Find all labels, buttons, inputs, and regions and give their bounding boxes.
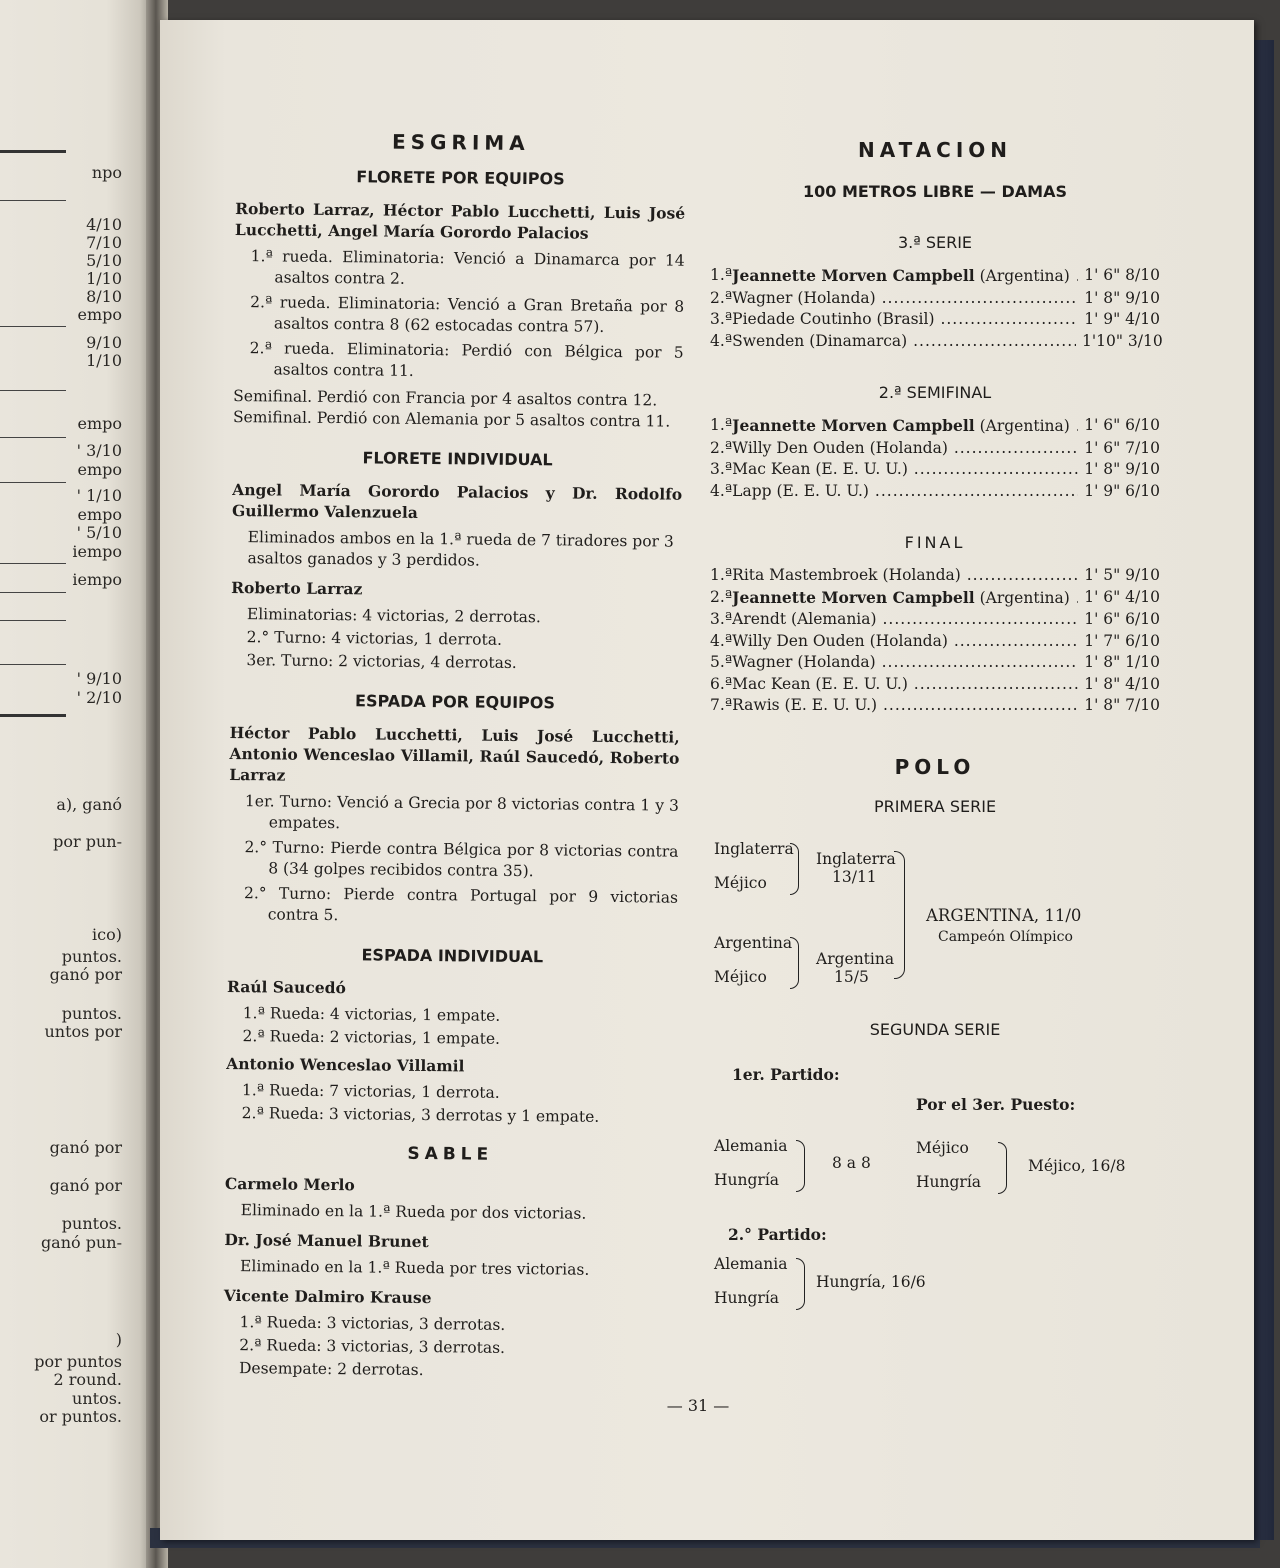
previous-page-fragment: untos por: [44, 1022, 122, 1041]
result-line: 2.° Turno: 4 victorias, 1 derrota.: [246, 628, 503, 649]
result-row: [710, 265, 1160, 288]
swimmer-name: Piedade Coutinho: [732, 310, 872, 328]
espada-equipos-title: ESPADA POR EQUIPOS: [354, 691, 556, 713]
match-score: 8 a 8: [832, 1153, 871, 1172]
previous-page-fragment: ' 1/10: [76, 486, 122, 505]
swimmer: [732, 265, 1078, 288]
table-rule: [0, 150, 66, 153]
semifinal-results: [710, 415, 1160, 502]
swimmer: [732, 481, 1078, 503]
result-line: Eliminado en la 1.ª Rueda por tres victorias.: [240, 1257, 590, 1279]
swimmer-country: (Alemania): [791, 610, 877, 628]
swimmer-name: Willy Den Ouden: [732, 631, 865, 650]
previous-page-fragment: untos.: [72, 1389, 122, 1408]
bracket-brace: [790, 843, 799, 895]
swimmer: [732, 695, 1078, 717]
semifinal-score: 15/5: [834, 967, 869, 986]
team: Hungría: [714, 1170, 780, 1189]
swimmer-name: Rawis: [732, 696, 780, 714]
semifinal-line: Semifinal. Perdió con Francia por 4 asaltos contra 12.: [233, 386, 658, 410]
fencer-name: Carmelo Merlo: [224, 1173, 355, 1195]
previous-page-fragment: ' 2/10: [76, 688, 122, 707]
match-result: Méjico, 16/8: [1028, 1156, 1126, 1175]
result-line: 1.ª rueda. Eliminatoria: Venció a Dinamarca por 14 asaltos contra 2.: [250, 247, 685, 288]
place: 4.ª: [710, 631, 733, 650]
swimmer-name: Rita Mastembroek: [732, 566, 878, 584]
serie-results: [710, 265, 1163, 352]
sable-title: SABLE: [407, 1143, 494, 1165]
semifinal-score: 13/11: [832, 867, 877, 886]
result-row: [710, 309, 1160, 331]
swim-time: 1' 9" 6/10: [1084, 481, 1160, 500]
place: 7.ª: [710, 696, 733, 714]
previous-page-fragment: ganó pun-: [40, 1233, 122, 1252]
semifinal-title: 2.ª SEMIFINAL: [878, 383, 992, 402]
espada-equipos-names: Héctor Pablo Lucchetti, Luis José Lucchetti, Antonio Wenceslao Villamil, Raúl Saucedó, Roberto Larraz: [229, 722, 680, 785]
fencer-name: Dr. José Manuel Brunet: [224, 1229, 429, 1252]
result-row: [710, 415, 1160, 438]
swimmer: [732, 609, 1078, 631]
swimmer-name: Arendt: [732, 610, 787, 628]
table-rule: [0, 482, 66, 483]
bracket-brace: [796, 1258, 805, 1310]
previous-page-fragment: por pun-: [53, 832, 122, 851]
result-row: [710, 481, 1160, 503]
champion: ARGENTINA, 11/0: [926, 905, 1082, 925]
swimmer-country: (Holanda): [869, 631, 948, 650]
swim-time: 1' 6" 6/10: [1084, 416, 1160, 434]
florete-individual-names: Angel María Gorordo Palacios y Dr. Rodolfo Guillermo Valenzuela: [231, 479, 683, 522]
florete-equipos-title: FLORETE POR EQUIPOS: [356, 167, 565, 189]
table-rule: [0, 437, 66, 438]
previous-page-fragment: puntos.: [61, 947, 122, 966]
match-label: 1er. Partido:: [732, 1064, 840, 1084]
previous-page-fragment: ganó por: [49, 965, 122, 984]
place: 3.ª: [710, 610, 733, 628]
swimmer-country: (E. E. U. U.): [815, 460, 908, 478]
swimmer: [732, 587, 1078, 610]
table-rule: [0, 200, 66, 201]
previous-page-fragment: 8/10: [86, 287, 122, 306]
swimmer: [732, 565, 1078, 587]
result-row: [710, 652, 1160, 674]
esgrima-column: [223, 130, 686, 1386]
primera-serie-title: PRIMERA SERIE: [873, 796, 997, 816]
result-line: Desempate: 2 derrotas.: [238, 1359, 424, 1380]
previous-page-edge: [0, 0, 152, 1568]
table-rule: [0, 390, 66, 391]
table-rule: [0, 592, 66, 593]
result-line: 3er. Turno: 2 victorias, 4 derrotas.: [246, 651, 517, 672]
previous-page-fragment: 1/10: [86, 269, 122, 288]
swimmer-name: Jeannette Morven Campbell: [732, 266, 975, 285]
swim-time: 1'10" 3/10: [1082, 331, 1163, 350]
espada-individual-title: ESPADA INDIVIDUAL: [361, 945, 544, 967]
florete-equipos-names: Roberto Larraz, Héctor Pablo Lucchetti, Luis José Lucchetti, Angel María Gorordo Palacios: [234, 198, 686, 243]
result-row: [710, 565, 1160, 587]
team: Méjico: [714, 967, 767, 986]
previous-page-fragment: npo: [91, 163, 122, 182]
result-line: Eliminado en la 1.ª Rueda por dos victorias.: [240, 1201, 587, 1223]
swimmer: [732, 438, 1078, 460]
bracket-brace: [796, 1140, 805, 1192]
swimmer: [732, 652, 1078, 674]
swim-time: 1' 6" 4/10: [1084, 587, 1160, 606]
semifinal-line: Semifinal. Perdió con Alemania por 5 asaltos contra 11.: [232, 407, 671, 431]
swimmer-country: (Argentina): [979, 588, 1070, 607]
result-row: [710, 695, 1160, 717]
swim-time: 1' 8" 7/10: [1084, 696, 1160, 714]
swim-time: 1' 5" 9/10: [1084, 566, 1160, 584]
previous-page-fragment: iempo: [72, 542, 122, 561]
page-number: — 31 —: [666, 1396, 730, 1415]
previous-page-fragment: 5/10: [86, 251, 122, 270]
polo-title: POLO: [894, 754, 976, 779]
result-row: [710, 609, 1160, 631]
place: 2.ª: [710, 587, 733, 606]
previous-page-fragment: ' 3/10: [76, 441, 122, 460]
final-title: FINAL: [904, 533, 966, 552]
team: Méjico: [714, 873, 767, 892]
match-result: Hungría, 16/6: [816, 1272, 926, 1291]
previous-page-fragment: por puntos: [34, 1352, 122, 1371]
table-rule: [0, 714, 66, 717]
result-row: [710, 587, 1160, 610]
swimmer-country: (Holanda): [869, 438, 948, 457]
swimmer-name: Swenden: [732, 331, 805, 350]
swim-time: 1' 8" 9/10: [1084, 460, 1160, 478]
swimmer: [732, 631, 1078, 653]
previous-page-fragment: 7/10: [86, 233, 122, 252]
swim-time: 1' 6" 6/10: [1084, 610, 1160, 628]
team: Alemania: [714, 1136, 788, 1155]
previous-page-fragment: ): [115, 1330, 122, 1349]
previous-page-fragment: empo: [77, 505, 122, 524]
swimmer-name: Willy Den Ouden: [732, 438, 865, 457]
swimmer-country: (E. E. U. U.): [784, 696, 878, 714]
place: 1.ª: [710, 266, 733, 284]
segunda-serie-bracket: [710, 1052, 1160, 1332]
swimmer: [732, 459, 1078, 481]
swimmer-country: (Holanda): [797, 653, 876, 671]
bracket-brace: [790, 937, 799, 989]
swimmer: [732, 288, 1078, 310]
swim-time: 1' 9" 4/10: [1084, 310, 1160, 328]
swimmer-name: Wagner: [732, 288, 793, 307]
result-row: [710, 331, 1163, 353]
result-line: 2.ª Rueda: 2 victorias, 1 empate.: [242, 1027, 501, 1048]
previous-page-fragment: puntos.: [61, 1214, 122, 1233]
result-row: [710, 674, 1160, 696]
team: Méjico: [916, 1138, 969, 1157]
result-line: 1er. Turno: Venció a Grecia por 8 victorias contra 1 y 3 empates.: [244, 792, 680, 833]
swimmer-name: Mac Kean: [732, 460, 811, 478]
team: Alemania: [714, 1254, 788, 1273]
third-place-label: Por el 3er. Puesto:: [916, 1094, 1076, 1114]
swim-time: 1' 8" 1/10: [1084, 653, 1160, 671]
previous-page-fragment: 9/10: [86, 333, 122, 352]
swimmer: [732, 331, 1076, 353]
swim-time: 1' 8" 4/10: [1084, 674, 1160, 693]
place: 4.ª: [710, 481, 733, 500]
florete-individual-title: FLORETE INDIVIDUAL: [362, 448, 553, 470]
swimmer-country: (Argentina): [979, 417, 1070, 435]
segunda-serie-title: SEGUNDA SERIE: [869, 1019, 1001, 1039]
previous-page-fragment: 1/10: [86, 351, 122, 370]
swim-time: 1' 8" 9/10: [1084, 288, 1160, 307]
swimmer: [732, 309, 1078, 331]
place: 3.ª: [710, 310, 733, 328]
swimmer-name: Wagner: [732, 653, 793, 671]
natacion-event: 100 METROS LIBRE — DAMAS: [803, 182, 1067, 201]
swimmer-name: Jeannette Morven Campbell: [732, 416, 975, 435]
team: Hungría: [714, 1288, 780, 1307]
place: 2.ª: [710, 438, 733, 457]
team: Argentina: [714, 933, 793, 952]
swimmer-country: (E. E. U. U.): [815, 674, 908, 693]
swimmer-country: (E. E. U. U.): [776, 481, 869, 500]
result-row: [710, 438, 1160, 460]
previous-page-fragment: puntos.: [61, 1004, 122, 1023]
result-line: 2.° Turno: Pierde contra Portugal por 9 victorias contra 5.: [243, 884, 679, 925]
swimmer-name: Jeannette Morven Campbell: [732, 587, 975, 607]
previous-page-fragment: ganó por: [49, 1138, 122, 1157]
match-label: 2.° Partido:: [728, 1224, 827, 1244]
fencer-name: Antonio Wenceslao Villamil: [226, 1053, 465, 1076]
primera-serie-bracket: [710, 829, 1160, 991]
semifinal-winner: Argentina: [816, 949, 895, 968]
result-line: 2.ª Rueda: 3 victorias, 3 derrotas y 1 empate.: [241, 1104, 600, 1126]
previous-page-fragment: ganó por: [49, 1176, 122, 1195]
swimmer-name: Lapp: [732, 481, 772, 500]
result-line: 1.ª Rueda: 3 victorias, 3 derrotas.: [239, 1313, 506, 1334]
place: 1.ª: [710, 416, 733, 434]
team: Inglaterra: [714, 839, 794, 858]
previous-page-fragment: or puntos.: [39, 1407, 122, 1426]
result-line: 2.ª rueda. Eliminatoria: Perdió con Bélgica por 5 asaltos contra 11.: [249, 339, 684, 380]
semifinal-winner: Inglaterra: [816, 849, 896, 868]
previous-page-fragment: 2 round.: [53, 1370, 122, 1389]
fencer-name: Roberto Larraz: [231, 577, 363, 599]
result-line: 1.ª Rueda: 4 victorias, 1 empate.: [242, 1004, 501, 1025]
swim-time: 1' 6" 7/10: [1084, 438, 1160, 457]
esgrima-title: ESGRIMA: [391, 129, 530, 156]
swimmer: [732, 674, 1078, 696]
team: Hungría: [916, 1172, 982, 1191]
previous-page-fragment: ico): [92, 925, 122, 944]
place: 5.ª: [710, 653, 733, 671]
swimmer-country: (Holanda): [882, 566, 961, 584]
previous-page-fragment: empo: [77, 305, 122, 324]
swimmer-country: (Dinamarca): [809, 331, 908, 350]
result-line: Eliminatorias: 4 victorias, 2 derrotas.: [246, 605, 541, 627]
cover-right-edge: [1252, 40, 1274, 1540]
champion-label: Campeón Olímpico: [938, 928, 1073, 945]
result-line: 2.ª rueda. Eliminatoria: Venció a Gran Bretaña por 8 asaltos contra 8 (62 estocadas contra 57).: [250, 293, 685, 336]
swimmer-country: (Argentina): [979, 267, 1070, 285]
place: 3.ª: [710, 460, 733, 478]
place: 6.ª: [710, 674, 733, 693]
place: 2.ª: [710, 288, 733, 307]
swimmer-name: Mac Kean: [732, 674, 811, 693]
final-brace: [894, 851, 905, 979]
place: 1.ª: [710, 566, 733, 584]
table-rule: [0, 664, 66, 665]
previous-page-fragment: empo: [77, 460, 122, 479]
place: 4.ª: [710, 331, 733, 350]
previous-page-fragment: 4/10: [86, 215, 122, 234]
previous-page-fragment: empo: [77, 414, 122, 433]
fencer-name: Vicente Dalmiro Krause: [223, 1285, 432, 1308]
result-row: [710, 288, 1160, 310]
swim-time: 1' 6" 8/10: [1084, 266, 1160, 284]
swimmer-country: (Brasil): [876, 310, 935, 328]
swim-time: 1' 7" 6/10: [1084, 631, 1160, 650]
result-row: [710, 459, 1160, 481]
table-rule: [0, 620, 66, 621]
swimmer-country: (Holanda): [797, 288, 876, 307]
final-results: [710, 565, 1160, 717]
serie-title: 3.ª SERIE: [897, 233, 973, 252]
result-row: [710, 631, 1160, 653]
previous-page-fragment: iempo: [72, 570, 122, 589]
natacion-polo-column: [710, 138, 1163, 1332]
previous-page-fragment: a), ganó: [56, 795, 122, 814]
bracket-brace: [998, 1142, 1007, 1194]
table-rule: [0, 326, 66, 327]
fencer-name: Raúl Saucedó: [226, 976, 346, 998]
previous-page-fragment: ' 5/10: [76, 523, 122, 542]
result-line: 2.° Turno: Pierde contra Bélgica por 8 victorias contra 8 (34 golpes recibidos contra 35).: [244, 838, 679, 881]
result-line: 2.ª Rueda: 3 victorias, 3 derrotas.: [239, 1336, 506, 1357]
natacion-title: NATACION: [857, 138, 1013, 162]
result-line: 1.ª Rueda: 7 victorias, 1 derrota.: [241, 1081, 500, 1102]
previous-page-fragment: ' 9/10: [76, 669, 122, 688]
florete-individual-note: Eliminados ambos en la 1.ª rueda de 7 tiradores por 3 asaltos ganados y 3 perdidos.: [247, 528, 674, 570]
table-rule: [0, 563, 66, 564]
swimmer: [732, 415, 1078, 438]
